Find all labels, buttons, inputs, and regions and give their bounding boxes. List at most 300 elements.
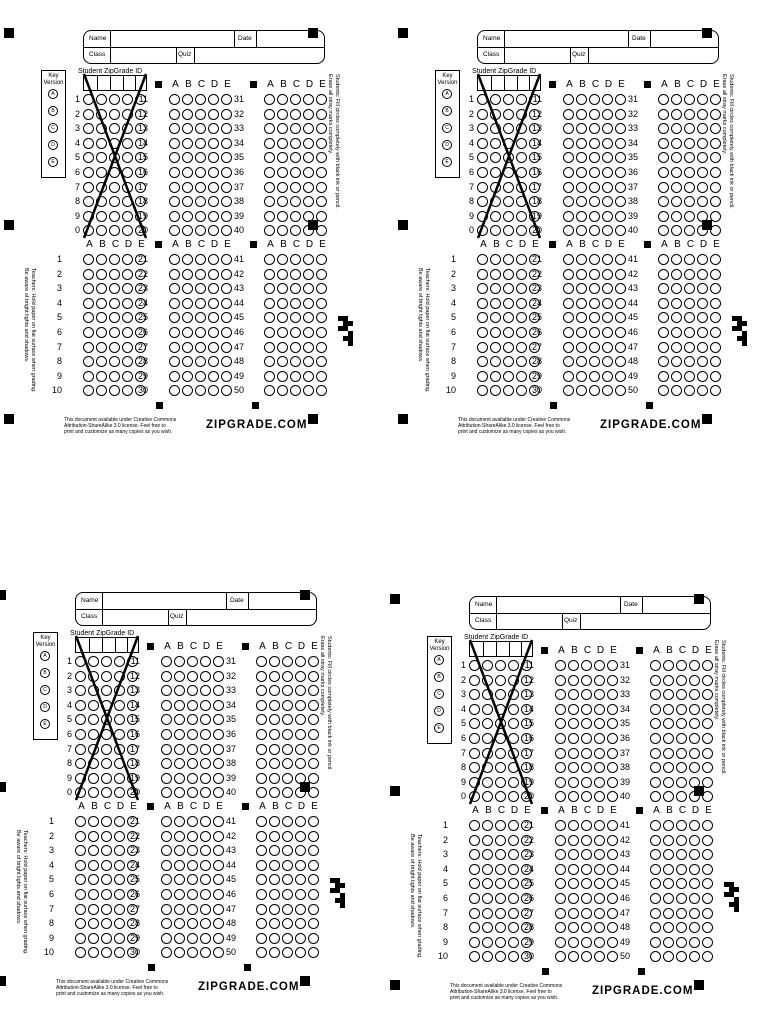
answer-bubble[interactable] bbox=[295, 889, 306, 900]
answer-bubble[interactable] bbox=[671, 371, 682, 382]
answer-bubble[interactable] bbox=[182, 94, 193, 105]
answer-bubble[interactable] bbox=[277, 123, 288, 134]
answer-bubble[interactable] bbox=[290, 211, 301, 222]
answer-bubble[interactable] bbox=[161, 787, 172, 798]
answer-bubble[interactable] bbox=[710, 269, 721, 280]
answer-bubble[interactable] bbox=[303, 152, 314, 163]
answer-bubble[interactable] bbox=[555, 748, 566, 759]
answer-bubble[interactable] bbox=[482, 878, 493, 889]
answer-bubble[interactable] bbox=[563, 356, 574, 367]
answer-bubble[interactable] bbox=[295, 918, 306, 929]
answer-bubble[interactable] bbox=[256, 656, 267, 667]
answer-bubble[interactable] bbox=[316, 225, 327, 236]
answer-bubble[interactable] bbox=[174, 831, 185, 842]
answer-bubble[interactable] bbox=[295, 685, 306, 696]
answer-bubble[interactable] bbox=[264, 109, 275, 120]
answer-bubble[interactable] bbox=[482, 864, 493, 875]
answer-bubble[interactable] bbox=[264, 196, 275, 207]
answer-bubble[interactable] bbox=[308, 729, 319, 740]
answer-bubble[interactable] bbox=[169, 356, 180, 367]
answer-bubble[interactable] bbox=[563, 211, 574, 222]
answer-bubble[interactable] bbox=[676, 908, 687, 919]
answer-bubble[interactable] bbox=[316, 356, 327, 367]
answer-bubble[interactable] bbox=[495, 820, 506, 831]
answer-bubble[interactable] bbox=[308, 656, 319, 667]
answer-bubble[interactable] bbox=[295, 860, 306, 871]
answer-bubble[interactable] bbox=[555, 733, 566, 744]
answer-bubble[interactable] bbox=[710, 283, 721, 294]
answer-bubble[interactable] bbox=[576, 225, 587, 236]
answer-bubble[interactable] bbox=[697, 196, 708, 207]
answer-bubble[interactable] bbox=[290, 225, 301, 236]
answer-bubble[interactable] bbox=[589, 94, 600, 105]
answer-bubble[interactable] bbox=[269, 744, 280, 755]
answer-bubble[interactable] bbox=[684, 269, 695, 280]
answer-bubble[interactable] bbox=[663, 733, 674, 744]
key-version-bubble[interactable]: C bbox=[442, 123, 452, 133]
answer-bubble[interactable] bbox=[308, 860, 319, 871]
answer-bubble[interactable] bbox=[563, 167, 574, 178]
answer-bubble[interactable] bbox=[576, 312, 587, 323]
answer-bubble[interactable] bbox=[308, 700, 319, 711]
answer-bubble[interactable] bbox=[182, 371, 193, 382]
answer-bubble[interactable] bbox=[589, 225, 600, 236]
answer-bubble[interactable] bbox=[589, 269, 600, 280]
answer-bubble[interactable] bbox=[650, 849, 661, 860]
answer-bubble[interactable] bbox=[174, 947, 185, 958]
answer-bubble[interactable] bbox=[676, 689, 687, 700]
answer-bubble[interactable] bbox=[671, 211, 682, 222]
answer-bubble[interactable] bbox=[182, 342, 193, 353]
answer-bubble[interactable] bbox=[689, 893, 700, 904]
answer-bubble[interactable] bbox=[256, 889, 267, 900]
answer-bubble[interactable] bbox=[308, 744, 319, 755]
answer-bubble[interactable] bbox=[169, 196, 180, 207]
answer-bubble[interactable] bbox=[563, 196, 574, 207]
answer-bubble[interactable] bbox=[208, 371, 219, 382]
answer-bubble[interactable] bbox=[495, 878, 506, 889]
answer-bubble[interactable] bbox=[568, 762, 579, 773]
answer-bubble[interactable] bbox=[109, 283, 120, 294]
answer-bubble[interactable] bbox=[308, 933, 319, 944]
answer-bubble[interactable] bbox=[602, 385, 613, 396]
answer-bubble[interactable] bbox=[187, 918, 198, 929]
answer-bubble[interactable] bbox=[469, 820, 480, 831]
answer-bubble[interactable] bbox=[589, 211, 600, 222]
answer-bubble[interactable] bbox=[264, 225, 275, 236]
answer-bubble[interactable] bbox=[290, 342, 301, 353]
answer-bubble[interactable] bbox=[195, 298, 206, 309]
answer-bubble[interactable] bbox=[195, 182, 206, 193]
answer-bubble[interactable] bbox=[563, 385, 574, 396]
answer-bubble[interactable] bbox=[161, 729, 172, 740]
answer-bubble[interactable] bbox=[88, 933, 99, 944]
answer-bubble[interactable] bbox=[264, 371, 275, 382]
answer-bubble[interactable] bbox=[308, 787, 319, 798]
answer-bubble[interactable] bbox=[581, 878, 592, 889]
answer-bubble[interactable] bbox=[702, 704, 713, 715]
answer-bubble[interactable] bbox=[568, 922, 579, 933]
answer-bubble[interactable] bbox=[702, 660, 713, 671]
answer-bubble[interactable] bbox=[109, 342, 120, 353]
answer-bubble[interactable] bbox=[589, 138, 600, 149]
answer-bubble[interactable] bbox=[295, 904, 306, 915]
answer-bubble[interactable] bbox=[96, 283, 107, 294]
answer-bubble[interactable] bbox=[96, 371, 107, 382]
answer-bubble[interactable] bbox=[477, 269, 488, 280]
answer-bubble[interactable] bbox=[282, 744, 293, 755]
answer-bubble[interactable] bbox=[594, 951, 605, 962]
answer-bubble[interactable] bbox=[576, 109, 587, 120]
answer-bubble[interactable] bbox=[568, 864, 579, 875]
answer-bubble[interactable] bbox=[264, 94, 275, 105]
answer-bubble[interactable] bbox=[589, 182, 600, 193]
answer-bubble[interactable] bbox=[182, 254, 193, 265]
answer-bubble[interactable] bbox=[182, 269, 193, 280]
answer-bubble[interactable] bbox=[295, 831, 306, 842]
answer-bubble[interactable] bbox=[689, 951, 700, 962]
answer-bubble[interactable] bbox=[195, 94, 206, 105]
answer-bubble[interactable] bbox=[689, 718, 700, 729]
answer-bubble[interactable] bbox=[482, 937, 493, 948]
answer-bubble[interactable] bbox=[602, 109, 613, 120]
answer-bubble[interactable] bbox=[503, 298, 514, 309]
answer-bubble[interactable] bbox=[689, 675, 700, 686]
answer-bubble[interactable] bbox=[256, 860, 267, 871]
answer-bubble[interactable] bbox=[88, 947, 99, 958]
answer-bubble[interactable] bbox=[702, 951, 713, 962]
answer-bubble[interactable] bbox=[676, 849, 687, 860]
answer-bubble[interactable] bbox=[195, 312, 206, 323]
answer-bubble[interactable] bbox=[555, 937, 566, 948]
answer-bubble[interactable] bbox=[256, 831, 267, 842]
answer-bubble[interactable] bbox=[676, 748, 687, 759]
answer-bubble[interactable] bbox=[594, 835, 605, 846]
answer-bubble[interactable] bbox=[295, 933, 306, 944]
answer-bubble[interactable] bbox=[295, 729, 306, 740]
answer-bubble[interactable] bbox=[684, 254, 695, 265]
answer-bubble[interactable] bbox=[277, 312, 288, 323]
answer-bubble[interactable] bbox=[663, 922, 674, 933]
answer-bubble[interactable] bbox=[295, 671, 306, 682]
answer-bubble[interactable] bbox=[568, 908, 579, 919]
answer-bubble[interactable] bbox=[503, 254, 514, 265]
answer-bubble[interactable] bbox=[710, 94, 721, 105]
answer-bubble[interactable] bbox=[316, 298, 327, 309]
answer-bubble[interactable] bbox=[589, 312, 600, 323]
answer-bubble[interactable] bbox=[650, 704, 661, 715]
answer-bubble[interactable] bbox=[684, 167, 695, 178]
answer-bubble[interactable] bbox=[702, 893, 713, 904]
answer-bubble[interactable] bbox=[671, 342, 682, 353]
answer-bubble[interactable] bbox=[697, 385, 708, 396]
answer-bubble[interactable] bbox=[161, 918, 172, 929]
answer-bubble[interactable] bbox=[282, 787, 293, 798]
answer-bubble[interactable] bbox=[208, 356, 219, 367]
answer-bubble[interactable] bbox=[161, 656, 172, 667]
answer-bubble[interactable] bbox=[83, 385, 94, 396]
answer-bubble[interactable] bbox=[200, 744, 211, 755]
answer-bubble[interactable] bbox=[469, 908, 480, 919]
answer-bubble[interactable] bbox=[277, 356, 288, 367]
answer-bubble[interactable] bbox=[308, 816, 319, 827]
answer-bubble[interactable] bbox=[264, 269, 275, 280]
answer-bubble[interactable] bbox=[671, 298, 682, 309]
answer-bubble[interactable] bbox=[101, 831, 112, 842]
answer-bubble[interactable] bbox=[563, 94, 574, 105]
answer-bubble[interactable] bbox=[676, 791, 687, 802]
answer-bubble[interactable] bbox=[503, 312, 514, 323]
answer-bubble[interactable] bbox=[477, 327, 488, 338]
answer-bubble[interactable] bbox=[568, 748, 579, 759]
answer-bubble[interactable] bbox=[161, 744, 172, 755]
answer-bubble[interactable] bbox=[174, 904, 185, 915]
answer-bubble[interactable] bbox=[563, 152, 574, 163]
answer-bubble[interactable] bbox=[568, 849, 579, 860]
answer-bubble[interactable] bbox=[316, 342, 327, 353]
answer-bubble[interactable] bbox=[671, 356, 682, 367]
answer-bubble[interactable] bbox=[295, 714, 306, 725]
answer-bubble[interactable] bbox=[277, 211, 288, 222]
answer-bubble[interactable] bbox=[269, 860, 280, 871]
answer-bubble[interactable] bbox=[269, 831, 280, 842]
answer-bubble[interactable] bbox=[689, 820, 700, 831]
key-version-bubble[interactable]: A bbox=[40, 651, 50, 661]
answer-bubble[interactable] bbox=[555, 951, 566, 962]
answer-bubble[interactable] bbox=[174, 758, 185, 769]
answer-bubble[interactable] bbox=[650, 777, 661, 788]
answer-bubble[interactable] bbox=[594, 849, 605, 860]
answer-bubble[interactable] bbox=[671, 94, 682, 105]
answer-bubble[interactable] bbox=[702, 835, 713, 846]
answer-bubble[interactable] bbox=[589, 342, 600, 353]
answer-bubble[interactable] bbox=[663, 820, 674, 831]
answer-bubble[interactable] bbox=[277, 109, 288, 120]
answer-bubble[interactable] bbox=[689, 908, 700, 919]
answer-bubble[interactable] bbox=[200, 773, 211, 784]
answer-bubble[interactable] bbox=[290, 327, 301, 338]
answer-bubble[interactable] bbox=[689, 733, 700, 744]
answer-bubble[interactable] bbox=[555, 820, 566, 831]
answer-bubble[interactable] bbox=[96, 385, 107, 396]
answer-bubble[interactable] bbox=[269, 816, 280, 827]
answer-bubble[interactable] bbox=[555, 704, 566, 715]
answer-bubble[interactable] bbox=[208, 283, 219, 294]
answer-bubble[interactable] bbox=[290, 94, 301, 105]
quiz-field[interactable] bbox=[195, 48, 323, 64]
answer-bubble[interactable] bbox=[563, 254, 574, 265]
answer-bubble[interactable] bbox=[710, 109, 721, 120]
answer-bubble[interactable] bbox=[195, 152, 206, 163]
answer-bubble[interactable] bbox=[182, 138, 193, 149]
answer-bubble[interactable] bbox=[256, 787, 267, 798]
answer-bubble[interactable] bbox=[710, 356, 721, 367]
answer-bubble[interactable] bbox=[256, 816, 267, 827]
answer-bubble[interactable] bbox=[663, 878, 674, 889]
answer-bubble[interactable] bbox=[161, 845, 172, 856]
answer-bubble[interactable] bbox=[75, 933, 86, 944]
answer-bubble[interactable] bbox=[469, 835, 480, 846]
answer-bubble[interactable] bbox=[490, 298, 501, 309]
answer-bubble[interactable] bbox=[697, 167, 708, 178]
answer-bubble[interactable] bbox=[568, 820, 579, 831]
answer-bubble[interactable] bbox=[200, 845, 211, 856]
answer-bubble[interactable] bbox=[316, 182, 327, 193]
answer-bubble[interactable] bbox=[161, 758, 172, 769]
answer-bubble[interactable] bbox=[277, 167, 288, 178]
answer-bubble[interactable] bbox=[477, 385, 488, 396]
answer-bubble[interactable] bbox=[109, 385, 120, 396]
answer-bubble[interactable] bbox=[316, 123, 327, 134]
key-version-bubble[interactable]: E bbox=[434, 723, 444, 733]
answer-bubble[interactable] bbox=[594, 937, 605, 948]
answer-bubble[interactable] bbox=[602, 312, 613, 323]
answer-bubble[interactable] bbox=[282, 845, 293, 856]
answer-bubble[interactable] bbox=[169, 283, 180, 294]
answer-bubble[interactable] bbox=[702, 733, 713, 744]
answer-bubble[interactable] bbox=[663, 791, 674, 802]
answer-bubble[interactable] bbox=[187, 933, 198, 944]
answer-bubble[interactable] bbox=[477, 312, 488, 323]
answer-bubble[interactable] bbox=[702, 718, 713, 729]
answer-bubble[interactable] bbox=[208, 385, 219, 396]
answer-bubble[interactable] bbox=[282, 816, 293, 827]
answer-bubble[interactable] bbox=[581, 908, 592, 919]
answer-bubble[interactable] bbox=[568, 835, 579, 846]
answer-bubble[interactable] bbox=[303, 269, 314, 280]
answer-bubble[interactable] bbox=[702, 922, 713, 933]
answer-bubble[interactable] bbox=[303, 167, 314, 178]
answer-bubble[interactable] bbox=[264, 138, 275, 149]
answer-bubble[interactable] bbox=[308, 714, 319, 725]
answer-bubble[interactable] bbox=[581, 704, 592, 715]
answer-bubble[interactable] bbox=[676, 937, 687, 948]
answer-bubble[interactable] bbox=[658, 283, 669, 294]
answer-bubble[interactable] bbox=[602, 152, 613, 163]
answer-bubble[interactable] bbox=[589, 356, 600, 367]
answer-bubble[interactable] bbox=[269, 656, 280, 667]
answer-bubble[interactable] bbox=[658, 211, 669, 222]
answer-bubble[interactable] bbox=[295, 787, 306, 798]
answer-bubble[interactable] bbox=[187, 874, 198, 885]
answer-bubble[interactable] bbox=[282, 947, 293, 958]
answer-bubble[interactable] bbox=[295, 816, 306, 827]
answer-bubble[interactable] bbox=[555, 922, 566, 933]
answer-bubble[interactable] bbox=[277, 94, 288, 105]
key-version-bubble[interactable]: D bbox=[40, 702, 50, 712]
answer-bubble[interactable] bbox=[482, 820, 493, 831]
answer-bubble[interactable] bbox=[290, 385, 301, 396]
class-field[interactable] bbox=[111, 48, 175, 64]
answer-bubble[interactable] bbox=[689, 791, 700, 802]
answer-bubble[interactable] bbox=[671, 225, 682, 236]
answer-bubble[interactable] bbox=[671, 109, 682, 120]
answer-bubble[interactable] bbox=[689, 878, 700, 889]
answer-bubble[interactable] bbox=[161, 671, 172, 682]
class-field[interactable] bbox=[103, 610, 167, 626]
name-field[interactable] bbox=[103, 593, 225, 609]
answer-bubble[interactable] bbox=[256, 918, 267, 929]
answer-bubble[interactable] bbox=[187, 714, 198, 725]
answer-bubble[interactable] bbox=[697, 211, 708, 222]
answer-bubble[interactable] bbox=[303, 342, 314, 353]
answer-bubble[interactable] bbox=[187, 656, 198, 667]
answer-bubble[interactable] bbox=[109, 356, 120, 367]
answer-bubble[interactable] bbox=[303, 211, 314, 222]
answer-bubble[interactable] bbox=[187, 889, 198, 900]
answer-bubble[interactable] bbox=[282, 685, 293, 696]
answer-bubble[interactable] bbox=[295, 700, 306, 711]
answer-bubble[interactable] bbox=[295, 656, 306, 667]
answer-bubble[interactable] bbox=[182, 109, 193, 120]
answer-bubble[interactable] bbox=[269, 787, 280, 798]
answer-bubble[interactable] bbox=[200, 860, 211, 871]
answer-bubble[interactable] bbox=[581, 820, 592, 831]
answer-bubble[interactable] bbox=[563, 138, 574, 149]
answer-bubble[interactable] bbox=[684, 182, 695, 193]
answer-bubble[interactable] bbox=[109, 327, 120, 338]
answer-bubble[interactable] bbox=[581, 922, 592, 933]
answer-bubble[interactable] bbox=[303, 109, 314, 120]
answer-bubble[interactable] bbox=[282, 904, 293, 915]
answer-bubble[interactable] bbox=[602, 138, 613, 149]
answer-bubble[interactable] bbox=[174, 816, 185, 827]
answer-bubble[interactable] bbox=[469, 937, 480, 948]
answer-bubble[interactable] bbox=[200, 758, 211, 769]
answer-bubble[interactable] bbox=[555, 908, 566, 919]
answer-bubble[interactable] bbox=[650, 733, 661, 744]
answer-bubble[interactable] bbox=[555, 718, 566, 729]
answer-bubble[interactable] bbox=[308, 758, 319, 769]
answer-bubble[interactable] bbox=[290, 138, 301, 149]
answer-bubble[interactable] bbox=[96, 298, 107, 309]
date-field[interactable] bbox=[249, 593, 315, 609]
answer-bubble[interactable] bbox=[702, 864, 713, 875]
answer-bubble[interactable] bbox=[676, 718, 687, 729]
answer-bubble[interactable] bbox=[200, 918, 211, 929]
answer-bubble[interactable] bbox=[490, 371, 501, 382]
answer-bubble[interactable] bbox=[563, 327, 574, 338]
answer-bubble[interactable] bbox=[182, 283, 193, 294]
answer-bubble[interactable] bbox=[88, 874, 99, 885]
answer-bubble[interactable] bbox=[576, 254, 587, 265]
answer-bubble[interactable] bbox=[658, 138, 669, 149]
answer-bubble[interactable] bbox=[469, 893, 480, 904]
answer-bubble[interactable] bbox=[602, 211, 613, 222]
answer-bubble[interactable] bbox=[689, 660, 700, 671]
answer-bubble[interactable] bbox=[581, 849, 592, 860]
answer-bubble[interactable] bbox=[689, 748, 700, 759]
answer-bubble[interactable] bbox=[568, 951, 579, 962]
answer-bubble[interactable] bbox=[161, 860, 172, 871]
answer-bubble[interactable] bbox=[594, 791, 605, 802]
answer-bubble[interactable] bbox=[663, 704, 674, 715]
answer-bubble[interactable] bbox=[169, 312, 180, 323]
answer-bubble[interactable] bbox=[109, 254, 120, 265]
answer-bubble[interactable] bbox=[316, 269, 327, 280]
answer-bubble[interactable] bbox=[174, 714, 185, 725]
answer-bubble[interactable] bbox=[200, 874, 211, 885]
key-version-bubble[interactable]: E bbox=[48, 157, 58, 167]
answer-bubble[interactable] bbox=[109, 269, 120, 280]
answer-bubble[interactable] bbox=[581, 689, 592, 700]
answer-bubble[interactable] bbox=[264, 342, 275, 353]
answer-bubble[interactable] bbox=[676, 777, 687, 788]
quiz-field[interactable] bbox=[187, 610, 315, 626]
answer-bubble[interactable] bbox=[589, 385, 600, 396]
answer-bubble[interactable] bbox=[161, 714, 172, 725]
answer-bubble[interactable] bbox=[658, 269, 669, 280]
